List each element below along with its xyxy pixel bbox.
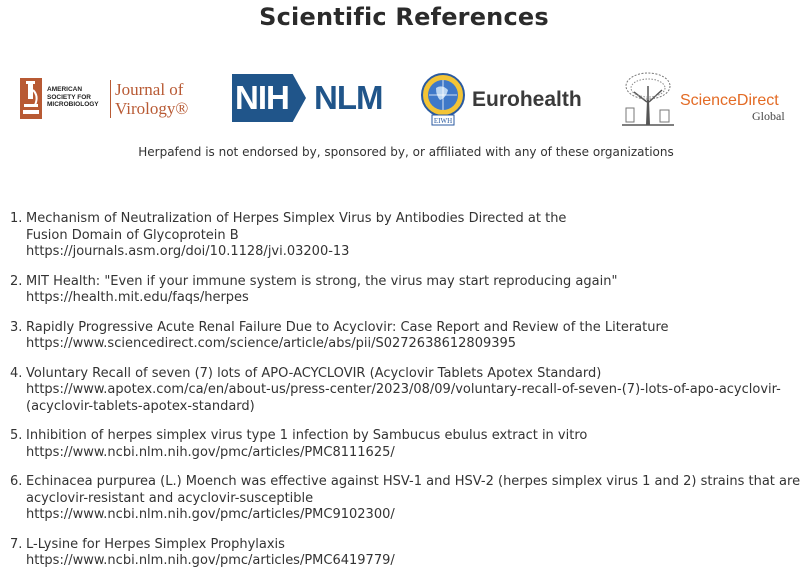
journal-line-2: Virology® — [115, 99, 189, 118]
reference-link[interactable]: https://www.ncbi.nlm.nih.gov/pmc/articles/PMC9102300/ — [26, 507, 395, 522]
eurohealth-text: Eurohealth — [472, 88, 582, 111]
reference-item — [0, 274, 808, 307]
partner-logos — [0, 68, 808, 130]
globe-seal-icon — [420, 68, 466, 130]
asm-journal-of-virology-logo — [20, 68, 195, 130]
sciencedirect-text: ScienceDirect — [680, 92, 779, 109]
eurohealth-logo — [420, 68, 592, 130]
sciencedirect-global-text: Global — [752, 109, 785, 123]
reference-title: Voluntary Recall of seven (7) lots of APO-ACYCLOVIR (Acyclovir Tablets Apotex Standard) — [26, 365, 602, 381]
microscope-icon — [20, 78, 42, 119]
reference-number: 3. — [10, 319, 23, 335]
journal-of-virology-text — [115, 80, 188, 118]
reference-list — [0, 211, 808, 583]
nih-text: NIH — [235, 79, 289, 116]
reference-link[interactable]: https://www.ncbi.nlm.nih.gov/pmc/articles/PMC6419779/ — [26, 553, 395, 568]
reference-title: Mechanism of Neutralization of Herpes Simplex Virus by Antibodies Directed at the Fusion Domain of Glycoprotein B — [26, 211, 567, 243]
reference-number: 6. — [10, 474, 23, 489]
svg-text:EIWH: EIWH — [433, 117, 453, 125]
page-title: Scientific References — [259, 3, 549, 31]
reference-item — [0, 320, 808, 353]
tree-icon — [620, 70, 676, 128]
reference-number: 1. — [10, 211, 23, 226]
reference-number: 2. — [10, 273, 23, 289]
reference-title: MIT Health: "Even if your immune system is strong, the virus may start reproducing again" — [26, 273, 618, 289]
reference-link[interactable]: https://www.apotex.com/ca/en/about-us/press-center/2023/08/09/voluntary-recall-of-seven-(7)-lots-of-apo-acyclovir-(acyclovir-tablets-apotex-standard) — [26, 382, 781, 414]
asm-org-name: AMERICAN SOCIETY FOR MICROBIOLOGY — [47, 86, 99, 108]
reference-link[interactable]: https://journals.asm.org/doi/10.1128/jvi.03200-13 — [26, 244, 350, 259]
reference-title: Echinacea purpurea (L.) Moench was effective against HSV-1 and HSV-2 (herpes simplex virus 1 and 2) strains that are acyclovir-resistant and acyclovir-susceptible — [26, 474, 801, 506]
reference-link[interactable]: https://www.sciencedirect.com/science/article/abs/pii/S0272638612809395 — [26, 336, 517, 351]
journal-line-1: Journal of — [115, 80, 184, 99]
nlm-text: NLM — [314, 79, 383, 116]
reference-item — [0, 211, 808, 261]
sciencedirect-logo — [620, 68, 792, 130]
reference-number: 5. — [10, 428, 23, 443]
disclaimer-text: Herpafend is not endorsed by, sponsored by, or affiliated with any of these organizations — [138, 145, 674, 159]
reference-item — [0, 537, 808, 570]
reference-link[interactable]: https://www.ncbi.nlm.nih.gov/pmc/articles/PMC8111625/ — [26, 444, 395, 460]
reference-link[interactable]: https://health.mit.edu/faqs/herpes — [26, 290, 249, 305]
logo-divider — [110, 80, 111, 118]
reference-title: L-Lysine for Herpes Simplex Prophylaxis — [26, 536, 285, 552]
reference-title: Rapidly Progressive Acute Renal Failure Due to Acyclovir: Case Report and Review of the Literature — [26, 319, 669, 335]
reference-item — [0, 366, 808, 416]
reference-title: Inhibition of herpes simplex virus type 1 infection by Sambucus ebulus extract in vitro — [26, 428, 588, 443]
reference-number: 4. — [10, 365, 23, 381]
nih-nlm-logo — [232, 68, 387, 130]
reference-number: 7. — [10, 536, 23, 552]
reference-item — [0, 428, 808, 461]
reference-item — [0, 474, 808, 524]
